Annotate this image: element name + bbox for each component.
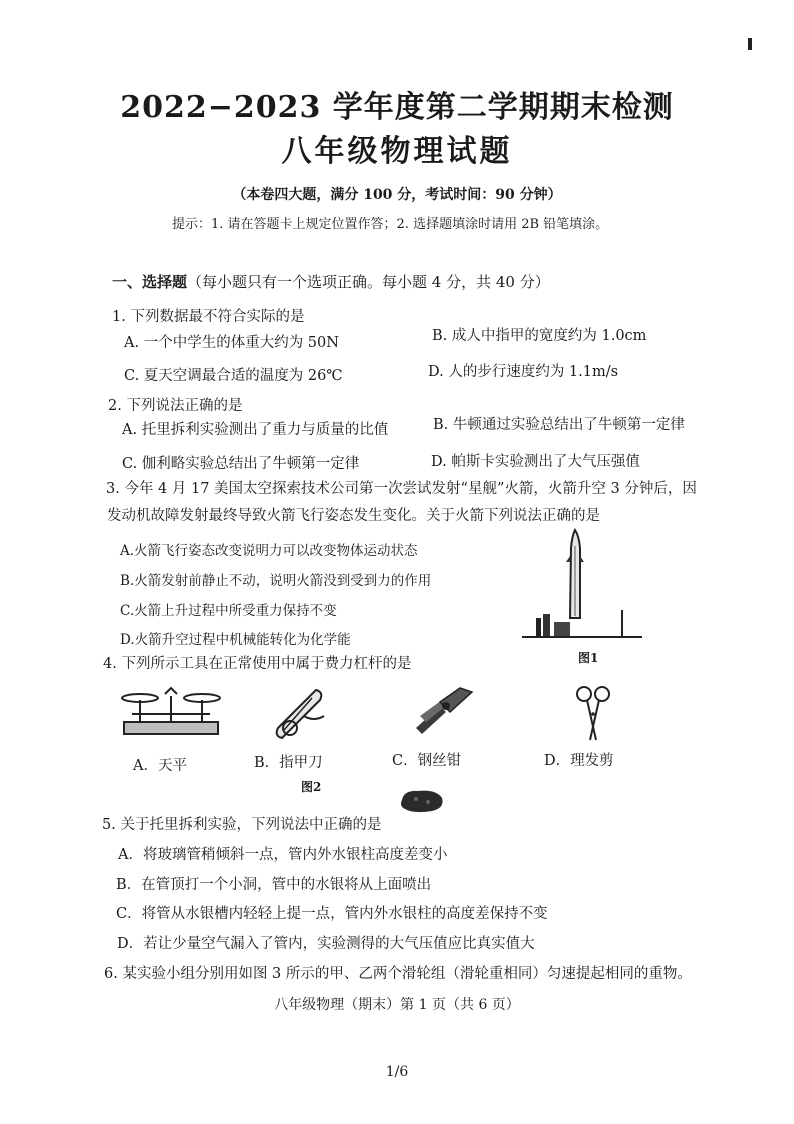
ink-smudge: [398, 788, 446, 814]
page-footer-label: 八年级物理（期末）第 1 页（共 6 页）: [274, 997, 520, 1013]
exam-info: （本卷四大题，满分 100 分，考试时间：90 分钟）: [232, 187, 562, 203]
nail-clipper-icon: [268, 686, 330, 742]
q1-option-b: B. 成人中指甲的宽度约为 1.0cm: [432, 328, 647, 344]
q2-option-a: A. 托里拆利实验测出了重力与质量的比值: [122, 422, 389, 438]
q3-option-b: B.火箭发射前静止不动，说明火箭没到受到力的作用: [120, 573, 432, 589]
figure-1-caption: 图1: [578, 651, 599, 665]
q5-option-c: C．将管从水银槽内轻轻上提一点，管内外水银柱的高度差保持不变: [116, 906, 548, 922]
section-heading: [112, 271, 550, 292]
q2-option-b: B. 牛顿通过实验总结出了牛顿第一定律: [433, 417, 685, 433]
q5-option-a: A．将玻璃管稍倾斜一点，管内外水银柱高度差变小: [118, 847, 448, 863]
page-number: 1/6: [385, 1064, 409, 1080]
q3-option-a: A.火箭飞行姿态改变说明力可以改变物体运动状态: [120, 543, 418, 559]
q1-option-a: A. 一个中学生的体重大约为 50N: [124, 335, 339, 351]
q4-option-c: C．钢丝钳: [392, 753, 462, 769]
balance-scale-icon: [118, 688, 224, 742]
exam-title-line2: 八年级物理试题: [281, 134, 513, 169]
q1-option-d: D. 人的步行速度约为 1.1m/s: [428, 364, 619, 380]
wire-pliers-icon: [410, 682, 476, 736]
q2-stem: 2. 下列说法正确的是: [108, 398, 243, 414]
rocket-launch-figure: [518, 526, 646, 644]
rocket-icon: [566, 530, 584, 618]
q4-option-a: A．天平: [133, 758, 187, 774]
q3-stem-line2: 发动机故障发射最终导致火箭飞行姿态发生变化。关于火箭下列说法正确的是: [107, 508, 600, 524]
section-title: 一、选择题: [112, 273, 188, 291]
exam-title-line1: 2022−2023 学年度第二学期期末检测: [120, 90, 674, 125]
q2-option-d: D. 帕斯卡实验测出了大气压强值: [431, 454, 640, 470]
exam-tip: 提示：1. 请在答题卡上规定位置作答；2. 选择题填涂时请用 2B 铅笔填涂。: [172, 217, 609, 232]
q6-stem: 6. 某实验小组分别用如图 3 所示的甲、乙两个滑轮组（滑轮重相同）匀速提起相同的重物。: [104, 966, 692, 982]
q2-option-c: C. 伽利略实验总结出了牛顿第一定律: [122, 456, 360, 472]
q5-stem: 5. 关于托里拆利实验，下列说法中正确的是: [102, 817, 382, 833]
hair-scissors-icon: [574, 684, 612, 742]
q3-option-d: D.火箭升空过程中机械能转化为化学能: [120, 632, 351, 648]
q4-option-d: D．理发剪: [544, 753, 614, 769]
figure-2-caption: 图2: [301, 780, 322, 794]
q5-option-d: D．若让少量空气漏入了管内，实验测得的大气压值应比真实值大: [117, 936, 535, 952]
q1-option-c: C. 夏天空调最合适的温度为 26℃: [124, 368, 343, 384]
scan-mark: [748, 38, 752, 50]
q1-stem: 1. 下列数据最不符合实际的是: [112, 309, 305, 325]
q3-stem-line1: 3. 今年 4 月 17 美国太空探索技术公司第一次尝试发射“星舰”火箭，火箭升空 3 分钟后，因: [106, 481, 697, 497]
q4-option-b: B．指甲刀: [254, 755, 323, 771]
section-note: （每小题只有一个选项正确。每小题 4 分，共 40 分）: [187, 273, 550, 291]
q5-option-b: B．在管顶打一个小洞，管中的水银将从上面喷出: [116, 877, 432, 893]
q4-stem: 4. 下列所示工具在正常使用中属于费力杠杆的是: [103, 656, 412, 672]
q3-option-c: C.火箭上升过程中所受重力保持不变: [120, 603, 337, 619]
